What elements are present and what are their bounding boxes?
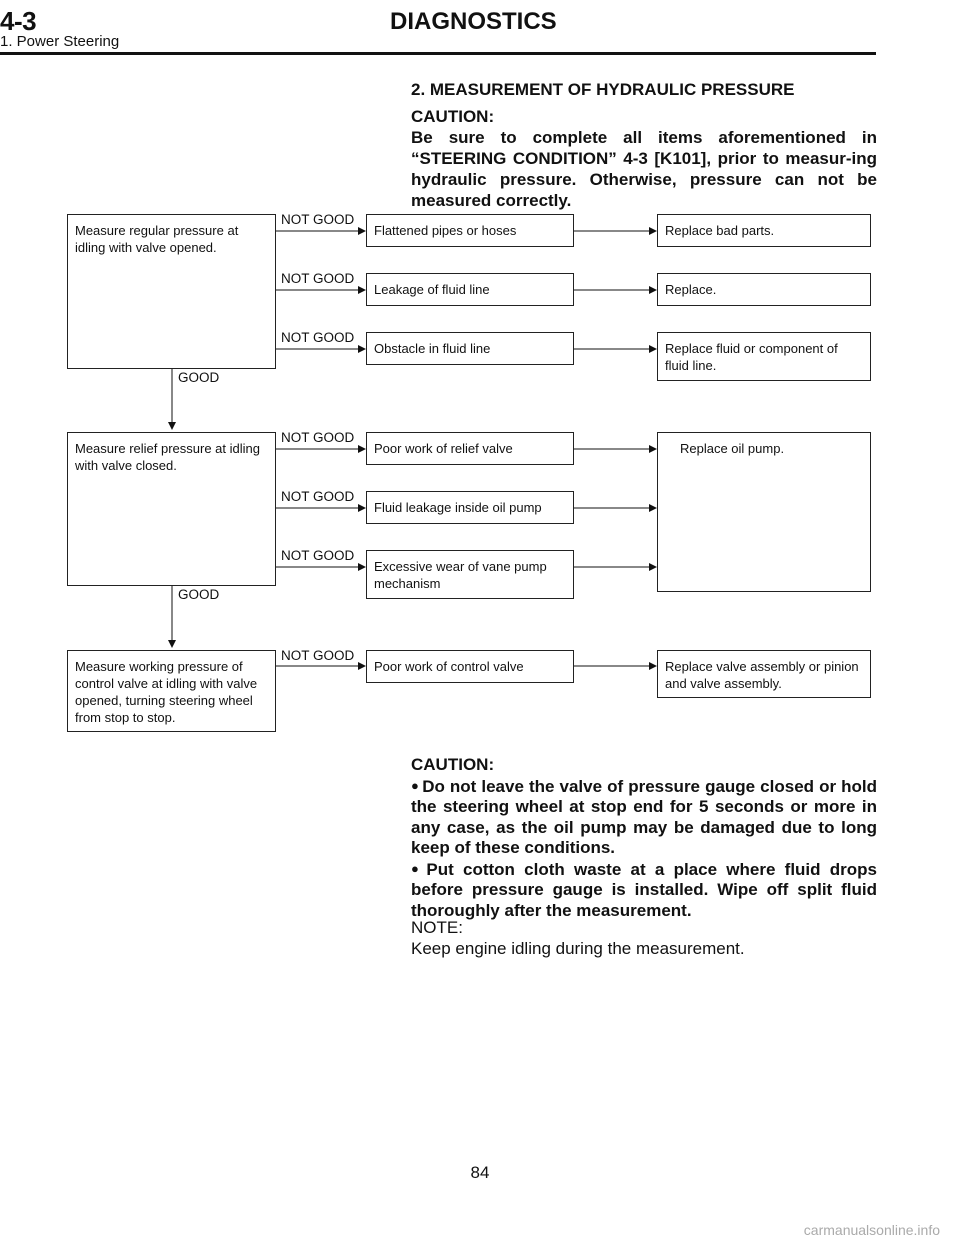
- page-number: 84: [470, 1163, 490, 1182]
- step2-good-label: GOOD: [178, 587, 220, 602]
- step3-text: Measure working pressure of control valve at idling with valve opened, turning steering wheel from stop to stop.: [75, 659, 258, 725]
- caution2-item: [411, 859, 877, 922]
- caution-text: Be sure to complete all items aforementioned in “STEERING CONDITION” 4-3 [K101], prior to measur-ing hydraulic pressure. Otherwise, pressure can not be measured correctly.: [411, 128, 877, 210]
- step1-branch3-action: [657, 332, 871, 381]
- step1-box: [67, 214, 276, 369]
- step2-action-box: [657, 432, 871, 592]
- step1-good-label: GOOD: [178, 370, 220, 385]
- step1-branch3-label: NOT GOOD: [281, 330, 355, 345]
- step1-branch3-cause: [366, 332, 574, 365]
- bullet-icon: ●: [411, 860, 424, 876]
- action-text: Replace fluid or component of fluid line.: [665, 341, 838, 373]
- cause-text: Excessive wear of vane pump mechanism: [374, 559, 547, 591]
- cause-text: Fluid leakage inside oil pump: [374, 500, 542, 515]
- page-subtitle: 1. Power Steering: [0, 33, 120, 50]
- caution2-item: [411, 776, 877, 859]
- step2-branch2-label: NOT GOOD: [281, 489, 355, 504]
- step2-box: [67, 432, 276, 586]
- cause-text: Obstacle in fluid line: [374, 341, 491, 356]
- step1-branch2-action: [657, 273, 871, 306]
- step2-branch2-cause: [366, 491, 574, 524]
- caution-heading: CAUTION:: [411, 107, 495, 126]
- action-text: Replace valve assembly or pinion and valve assembly.: [665, 659, 859, 691]
- section-title: 2. MEASUREMENT OF HYDRAULIC PRESSURE: [411, 80, 795, 99]
- cause-text: Poor work of relief valve: [374, 441, 513, 456]
- step2-branch3-cause: [366, 550, 574, 599]
- page-title: DIAGNOSTICS: [390, 8, 557, 35]
- caution2-heading: CAUTION:: [411, 755, 495, 774]
- cause-text: Flattened pipes or hoses: [374, 223, 517, 238]
- step3-box: [67, 650, 276, 732]
- step2-branch1-cause: [366, 432, 574, 465]
- note-text: Keep engine idling during the measurement.: [411, 939, 745, 958]
- note-heading: NOTE:: [411, 918, 463, 937]
- step1-text: Measure regular pressure at idling with valve opened.: [75, 223, 239, 255]
- step2-text: Measure relief pressure at idling with valve closed.: [75, 441, 260, 473]
- action-text: Replace oil pump.: [680, 441, 785, 456]
- caution2-block: [411, 755, 877, 921]
- step1-branch1-label: NOT GOOD: [281, 212, 355, 227]
- bullet-icon: ●: [411, 777, 420, 793]
- action-text: Replace bad parts.: [665, 223, 775, 238]
- step3-branch1-label: NOT GOOD: [281, 648, 355, 663]
- step1-branch2-cause: [366, 273, 574, 306]
- section-number: 4-3: [0, 6, 37, 36]
- caution2-item-text: Put cotton cloth waste at a place where fluid drops before pressure gauge is installed. Wipe off split fluid thoroughly after the measurement.: [411, 859, 877, 920]
- step2-branch1-label: NOT GOOD: [281, 430, 355, 445]
- step1-branch2-label: NOT GOOD: [281, 271, 355, 286]
- watermark: carmanualsonline.info: [803, 1222, 940, 1238]
- cause-text: Leakage of fluid line: [374, 282, 490, 297]
- step1-branch1-action: [657, 214, 871, 247]
- step3-branch1-action: [657, 650, 871, 698]
- step3-branch1-cause: [366, 650, 574, 683]
- step2-branch3-label: NOT GOOD: [281, 548, 355, 563]
- cause-text: Poor work of control valve: [374, 659, 524, 674]
- action-text: Replace.: [665, 282, 717, 297]
- caution2-item-text: Do not leave the valve of pressure gauge closed or hold the steering wheel at stop end for 5 seconds or more in any case, as the oil pump may be damaged due to long keep of these conditions.: [411, 776, 878, 857]
- step1-branch1-cause: [366, 214, 574, 247]
- note-block: [411, 917, 877, 959]
